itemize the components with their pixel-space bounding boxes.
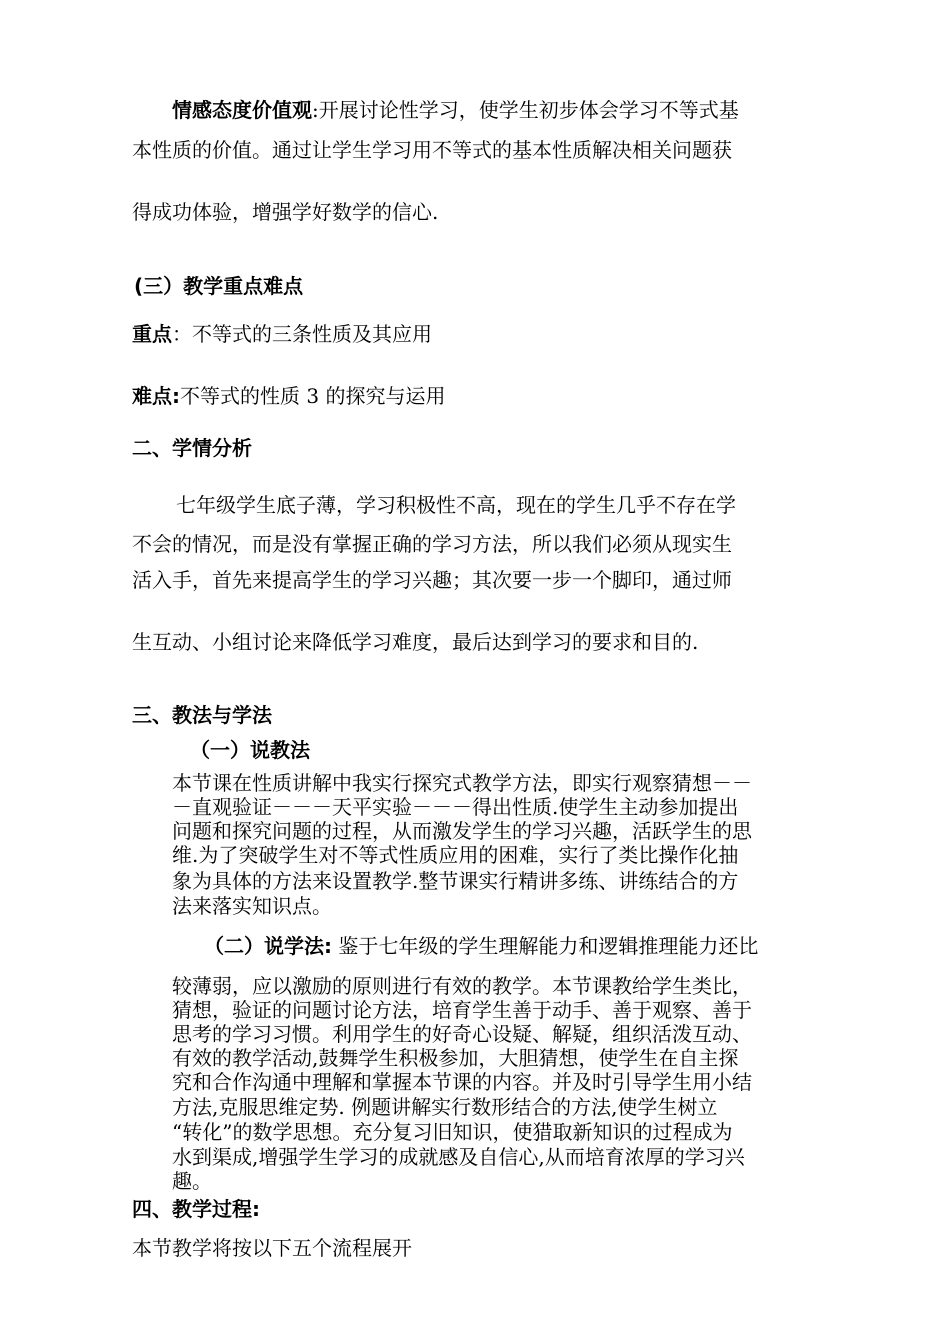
affective-text-1: :开展讨论性学习，使学生初步体会学习不等式基 xyxy=(312,98,739,122)
analysis-line: 生互动、小组讨论来降低学习难度，最后达到学习的要求和目的. xyxy=(132,630,699,654)
teaching-line: 象为具体的方法来设置教学.整节课实行精讲多练、讲练结合的方 xyxy=(172,869,739,893)
difficulty-text: 不等式的性质 3 的探究与运用 xyxy=(180,384,446,408)
teaching-line: 维.为了突破学生对不等式性质应用的困难，实行了类比操作化抽 xyxy=(172,843,739,867)
methods-heading: 三、教法与学法 xyxy=(132,703,272,727)
analysis-heading: 二、学情分析 xyxy=(132,436,252,460)
process-intro: 本节教学将按以下五个流程展开 xyxy=(132,1236,412,1260)
teaching-line: 本节课在性质讲解中我实行探究式教学方法，即实行观察猜想－－ xyxy=(172,771,752,795)
difficulty-line xyxy=(132,384,445,408)
focus-text: ：不等式的三条性质及其应用 xyxy=(172,322,432,346)
learning-line: “转化”的数学思想。充分复习旧知识，使猎取新知识的过程成为 xyxy=(172,1120,733,1144)
affective-text-3: 得成功体验，增强学好数学的信心. xyxy=(132,200,439,224)
learning-line: 猜想，验证的问题讨论方法，培育学生善于动手、善于观察、善于 xyxy=(172,998,752,1022)
learning-line: 水到渠成,增强学生学习的成就感及自信心,从而培育浓厚的学习兴 xyxy=(172,1145,745,1169)
learning-line: 趣。 xyxy=(172,1169,212,1193)
analysis-line: 不会的情况，而是没有掌握正确的学习方法，所以我们必须从现实生 xyxy=(132,532,732,556)
difficulty-label: 难点: xyxy=(132,384,180,408)
analysis-line: 七年级学生底子薄，学习积极性不高，现在的学生几乎不存在学 xyxy=(176,493,736,517)
learning-line: 方法,克服思维定势. 例题讲解实行数形结合的方法,使学生树立 xyxy=(172,1095,718,1119)
analysis-line: 活入手，首先来提高学生的学习兴趣；其次要一步一个脚印，通过师 xyxy=(132,568,732,592)
learning-method-line xyxy=(204,934,758,958)
affective-text-2: 本性质的价值。通过让学生学习用不等式的基本性质解决相关问题获 xyxy=(132,138,732,162)
teaching-line: 问题和探究问题的过程，从而激发学生的学习兴趣，活跃学生的思 xyxy=(172,819,752,843)
learning-line: 究和合作沟通中理解和掌握本节课的内容。并及时引导学生用小结 xyxy=(172,1070,752,1094)
teaching-method-heading: （一）说教法 xyxy=(190,738,310,762)
key-points-heading: (三）教学重点难点 xyxy=(134,274,304,298)
learning-line: 思考的学习习惯。利用学生的好奇心设疑、解疑，组织活泼互动、 xyxy=(172,1022,752,1046)
learning-line: 较薄弱，应以激励的原则进行有效的教学。本节课教给学生类比， xyxy=(172,974,752,998)
focus-line xyxy=(132,322,432,346)
teaching-line: 法来落实知识点。 xyxy=(172,894,332,918)
teaching-line: －直观验证－－－天平实验－－－得出性质.使学生主动参加提出 xyxy=(172,795,739,819)
learning-line: 有效的教学活动,鼓舞学生积极参加，大胆猜想，使学生在自主探 xyxy=(172,1046,739,1070)
learning-method-text: 鉴于七年级的学生理解能力和逻辑推理能力还比 xyxy=(332,934,759,958)
affective-label: 情感态度价值观 xyxy=(172,98,312,122)
process-heading: 四、教学过程: xyxy=(132,1197,260,1221)
learning-method-label: （二）说学法: xyxy=(204,934,332,958)
affective-paragraph-line1 xyxy=(172,98,739,122)
focus-label: 重点 xyxy=(132,322,172,346)
